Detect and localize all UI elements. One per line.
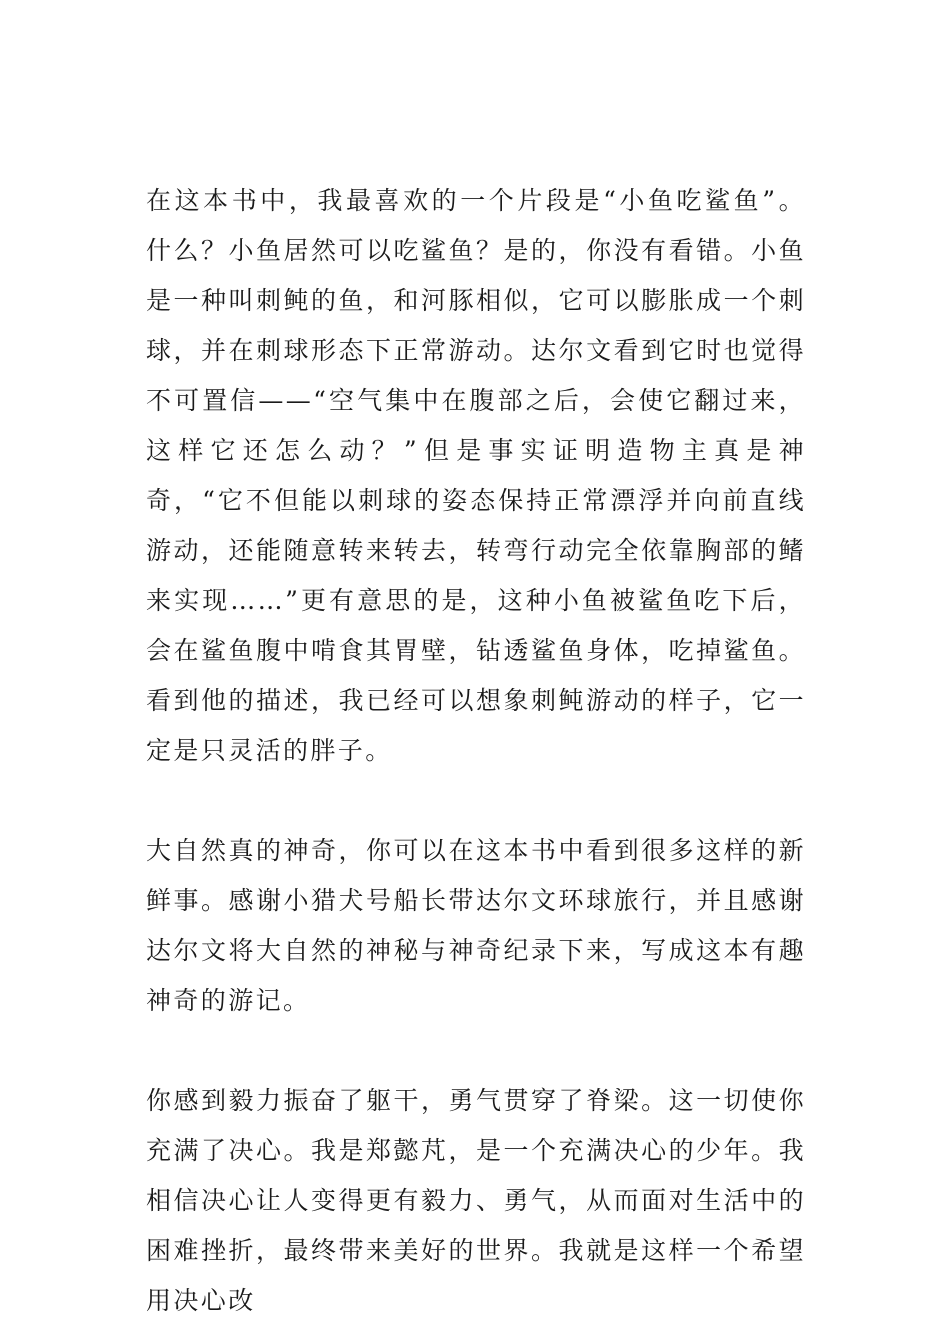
paragraph-2: 大自然真的神奇，你可以在这本书中看到很多这样的新鲜事。感谢小猎犬号船长带达尔文环球旅行，并且感谢达尔文将大自然的神秘与神奇纪录下来，写成这本有趣神奇的游记。 [146, 836, 806, 1015]
paragraph-1: 在这本书中，我最喜欢的一个片段是“小鱼吃鲨鱼”。什么？小鱼居然可以吃鲨鱼？是的，你没有看错。小鱼是一种叫刺鲀的鱼，和河豚相似，它可以膨胀成一个刺球，并在刺球形态下正常游动。达尔文看到它时也觉得不可置信——“空气集中在腹部之后，会使它翻过来，这样它还怎么动？”但是事实证明造物主真是神奇，“它不但能以刺球的姿态保持正常漂浮并向前直线游动，还能随意转来转去，转弯行动完全依靠胸部的鳍来实现……”更有意思的是，这种小鱼被鲨鱼吃下后，会在鲨鱼腹中啃食其胃壁，钻透鲨鱼身体，吃掉鲨鱼。看到他的描述，我已经可以想象刺鲀游动的样子，它一定是只灵活的胖子。 [146, 186, 806, 765]
document-body [146, 176, 806, 1326]
paragraph-3: 你感到毅力振奋了躯干，勇气贯穿了脊梁。这一切使你充满了决心。我是郑懿芃，是一个充满决心的少年。我相信决心让人变得更有毅力、勇气，从而面对生活中的困难挫折，最终带来美好的世界。我就是这样一个希望用决心改 [146, 1086, 806, 1315]
